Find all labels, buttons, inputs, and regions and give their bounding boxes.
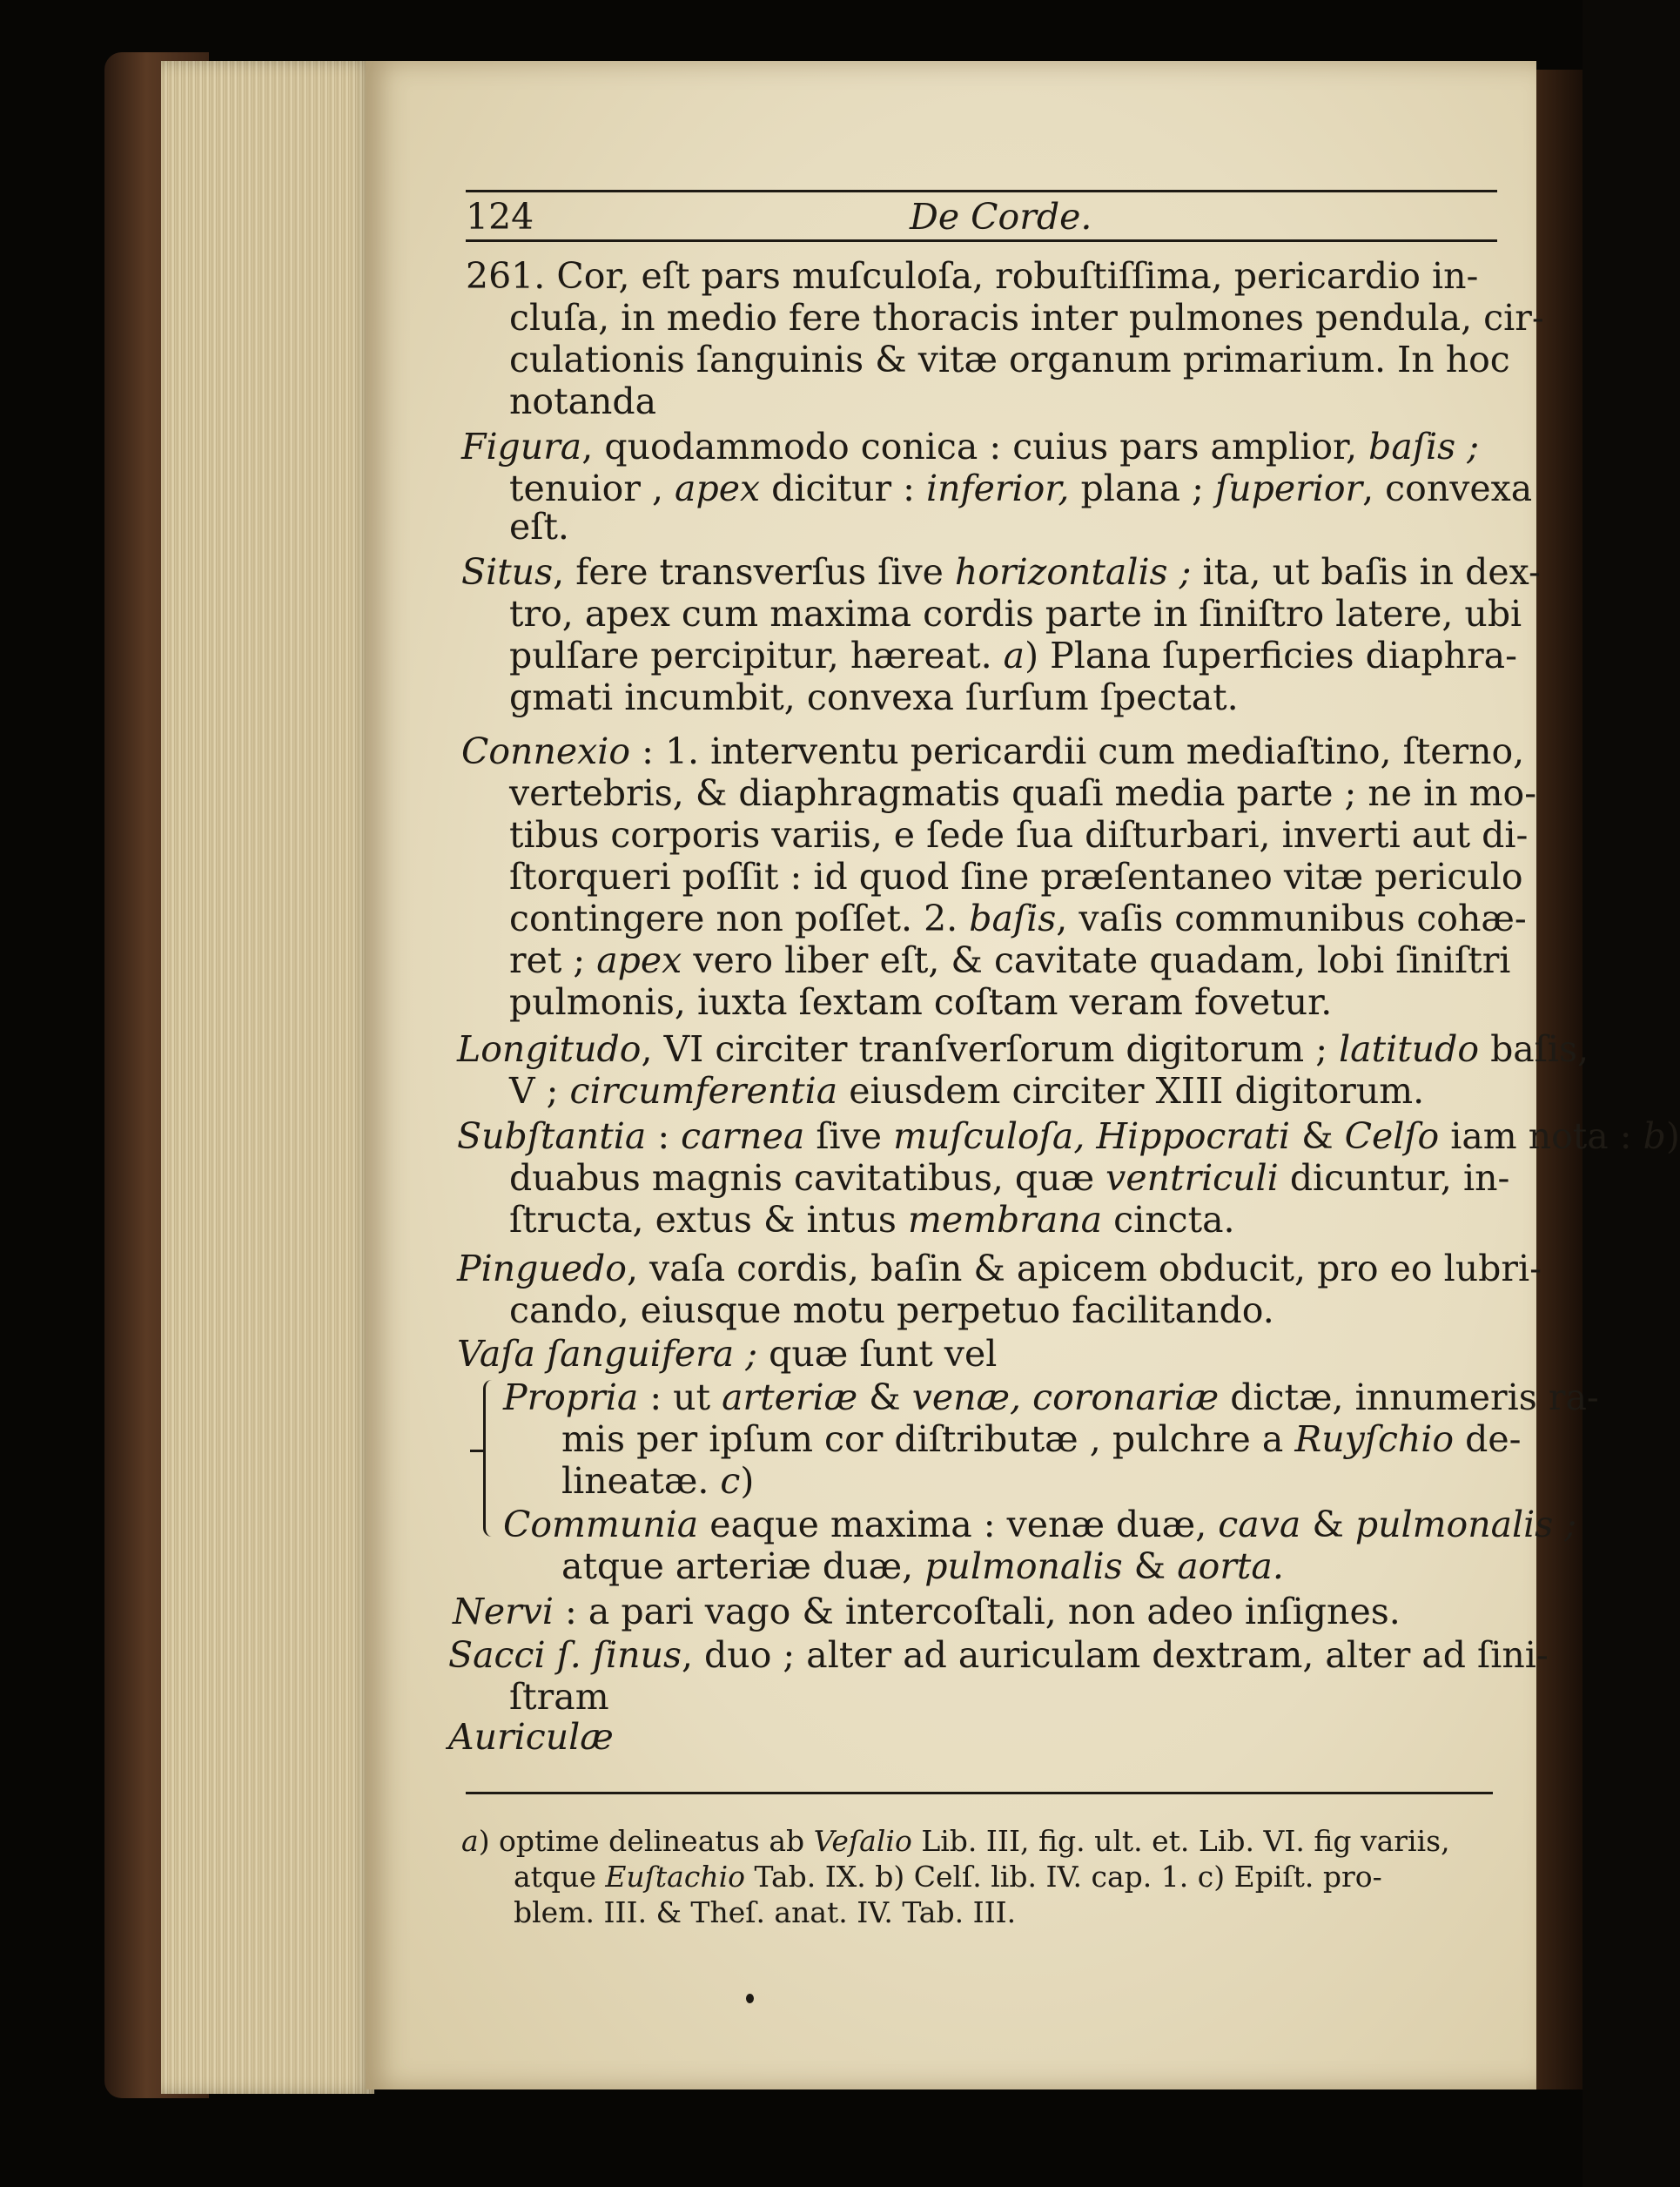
header-rule-bottom (466, 239, 1497, 242)
text-line: lineatæ. c) (561, 1460, 755, 1502)
text-line: cando, eiusque motu perpetuo facilitando. (509, 1289, 1274, 1331)
text-line: pulſare percipitur, hæreat. a) Plana ſuperficies diaphra- (509, 635, 1517, 676)
page-number: 124 (466, 196, 534, 238)
book-cover-right (1536, 70, 1583, 2089)
brace-symbol (483, 1380, 498, 1537)
text-line: contingere non poſſet. 2. baſis, vaſis communibus cohæ- (509, 898, 1527, 939)
text-line: pulmonis, iuxta ſextam coſtam veram fovetur. (509, 981, 1333, 1023)
text-line: atque arteriæ duæ, pulmonalis & aorta. (561, 1545, 1284, 1587)
text-line: Communia eaque maxima : venæ duæ, cava & pulmonalis ; (503, 1504, 1577, 1545)
header-rule-top (466, 190, 1497, 192)
footnote-rule (466, 1792, 1493, 1794)
text-line: tenuior , apex dicitur : inferior, plana ; ſuperior, convexa (509, 468, 1533, 509)
text-line: Situs, fere transverſus ſive horizontalis ; ita, ut baſis in dex- (461, 551, 1541, 593)
running-title: De Corde. (910, 196, 1092, 238)
text-line: culationis ſanguinis & vitæ organum primarium. In hoc (509, 339, 1510, 380)
text-line: tro, apex cum maxima cordis parte in ſiniſtro latere, ubi (509, 593, 1522, 635)
text-line: Propria : ut arteriæ & venæ, coronariæ dictæ, innumeris ra- (503, 1376, 1599, 1418)
catchword: Auriculæ (448, 1716, 614, 1758)
text-line: Longitudo, VI circiter tranſverſorum digitorum ; latitudo baſis, (457, 1028, 1589, 1070)
text-line: Subſtantia : carnea ſive muſculoſa, Hippocrati & Celſo iam nota : b) (457, 1115, 1680, 1157)
footnote-line: atque Euſtachio Tab. IX. b) Celſ. lib. IV. cap. 1. c) Epiſt. pro- (514, 1860, 1382, 1894)
text-line: ſtorqueri poſſit : id quod ſine præſentaneo vitæ periculo (509, 856, 1523, 898)
text-line: ret ; apex vero liber eſt, & cavitate quadam, lobi ſiniſtri (509, 939, 1511, 981)
text-line: Sacci ſ. ſinus, duo ; alter ad auriculam dextram, alter ad ſini- (448, 1634, 1549, 1676)
text-line: ſtram (509, 1676, 609, 1718)
footnote-line: blem. III. & Theſ. anat. IV. Tab. III. (514, 1895, 1017, 1929)
text-line: Vaſa ſanguifera ; quæ ſunt vel (457, 1333, 998, 1375)
page-edges (161, 61, 374, 2094)
text-line: 261. Cor, eſt pars muſculoſa, robuſtiſſima, pericardio in- (466, 255, 1479, 297)
text-line: Nervi : a pari vago & intercoſtali, non adeo inſignes. (453, 1591, 1401, 1632)
text-line: vertebris, & diaphragmatis quaſi media parte ; ne in mo- (509, 772, 1537, 814)
text-line: Figura, quodammodo conica : cuius pars amplior, baſis ; (461, 426, 1480, 468)
brace-tip (470, 1450, 484, 1452)
text-line: Connexio : 1. interventu pericardii cum mediaſtino, ſterno, (461, 730, 1525, 772)
text-line: tibus corporis variis, e ſede ſua diſturbari, inverti aut di- (509, 814, 1529, 856)
text-line: mis per ipſum cor diſtributæ , pulchre a Ruyſchio de- (561, 1418, 1522, 1460)
ink-speck (746, 1994, 754, 2003)
footnote-line: a) optime delineatus ab Veſalio Lib. III, fig. ult. et. Lib. VI. fig variis, (461, 1824, 1450, 1858)
text-line: ſtructa, extus & intus membrana cincta. (509, 1199, 1235, 1241)
text-line: Pinguedo, vaſa cordis, baſin & apicem obducit, pro eo lubri- (457, 1248, 1542, 1289)
text-line: V ; circumferentia eiusdem circiter XIII digitorum. (509, 1070, 1425, 1112)
text-line: duabus magnis cavitatibus, quæ ventriculi dicuntur, in- (509, 1157, 1510, 1199)
text-line: cluſa, in medio fere thoracis inter pulmones pendula, cir- (509, 297, 1544, 339)
text-line: notanda (509, 380, 657, 422)
text-line: gmati incumbit, convexa ſurſum ſpectat. (509, 676, 1239, 718)
text-line: eſt. (509, 506, 569, 548)
